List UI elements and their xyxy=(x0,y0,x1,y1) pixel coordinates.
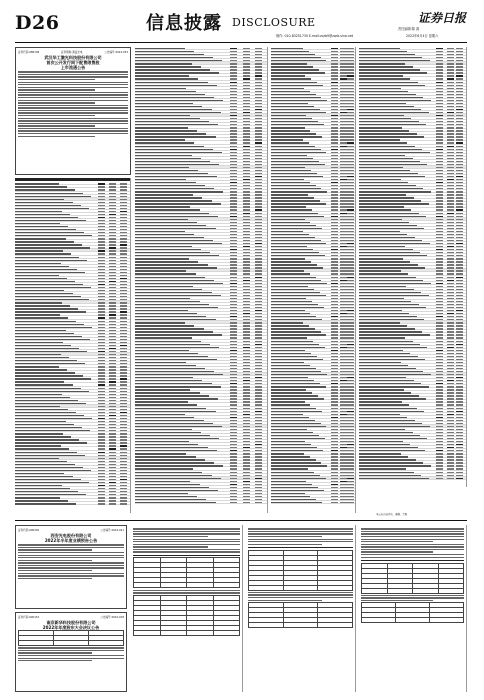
bottom-text-column-3 xyxy=(359,525,467,692)
announcement-title-2: 首次公开发行网下配售限售股 xyxy=(46,60,100,65)
text-line xyxy=(361,597,464,598)
text-line xyxy=(18,102,95,103)
info-table xyxy=(18,630,124,646)
text-line xyxy=(18,107,128,108)
text-line xyxy=(18,567,124,568)
row-cell xyxy=(255,502,262,503)
text-line xyxy=(18,544,124,545)
announcement-number: 公告编号:2022-033 xyxy=(104,51,128,54)
text-line xyxy=(18,118,128,119)
row-cell xyxy=(331,502,338,503)
text-line xyxy=(361,544,464,545)
editor-line: 责任编辑:陈 源 xyxy=(398,27,420,31)
announcement-title-2: 2022年年度股东大会决议公告 xyxy=(42,625,100,630)
text-line xyxy=(18,115,95,116)
row-cell xyxy=(436,478,443,479)
text-line xyxy=(248,600,322,601)
text-line xyxy=(18,76,128,77)
left-announcement xyxy=(15,47,131,175)
row-cell xyxy=(120,503,127,504)
text-line xyxy=(18,125,95,126)
text-line xyxy=(18,655,124,656)
row-cell xyxy=(109,503,116,504)
text-line xyxy=(18,578,92,579)
text-line xyxy=(361,546,464,547)
text-line xyxy=(361,549,464,550)
section-divider xyxy=(248,547,353,548)
row-text xyxy=(359,478,429,479)
text-line xyxy=(361,528,464,529)
footer-note: 本公告内容真实、准确、完整 xyxy=(376,513,408,516)
text-line xyxy=(18,130,128,131)
text-line xyxy=(248,531,353,532)
text-line xyxy=(361,533,464,534)
text-line xyxy=(361,531,464,532)
bottom-announcement-1 xyxy=(15,525,127,609)
stock-name: 证券简称:清溢光电 xyxy=(60,51,83,54)
announcement-title-1: 西安光电股份有限公司 xyxy=(50,533,92,538)
text-line xyxy=(18,549,92,550)
text-line xyxy=(18,570,92,571)
text-line xyxy=(18,133,128,134)
text-line xyxy=(248,528,353,529)
newspaper-logo: 证券日报 xyxy=(418,11,467,25)
text-line xyxy=(248,597,353,598)
text-line xyxy=(133,549,240,550)
text-line xyxy=(18,560,92,561)
text-line xyxy=(133,539,240,540)
table-row xyxy=(135,501,267,504)
data-table xyxy=(361,602,464,623)
text-line xyxy=(133,531,240,532)
text-line xyxy=(18,652,92,653)
text-line xyxy=(361,557,464,558)
text-line xyxy=(248,536,322,537)
announcement-title-1: 武汉华工激光科技股份有限公司 xyxy=(44,55,102,60)
text-line xyxy=(18,110,128,111)
row-cell xyxy=(447,478,454,479)
row-cell xyxy=(456,478,463,479)
row-text xyxy=(135,502,216,503)
table-column-1 xyxy=(15,178,131,513)
text-line xyxy=(18,112,128,113)
section-divider xyxy=(361,560,464,561)
text-line xyxy=(248,594,353,595)
table-rows xyxy=(271,47,355,504)
text-line xyxy=(18,650,124,651)
text-line xyxy=(248,592,353,593)
announcement-header xyxy=(18,50,128,54)
text-line xyxy=(18,557,124,558)
text-line xyxy=(18,105,128,106)
text-line xyxy=(18,552,124,553)
table-column-4 xyxy=(359,47,467,487)
text-line xyxy=(133,536,208,537)
section-divider xyxy=(133,555,240,556)
data-table xyxy=(248,602,353,628)
stock-code: 证券代码:600151 xyxy=(18,616,40,619)
announcement-title-1: 南京新华科技股份有限公司 xyxy=(46,620,96,625)
table-row xyxy=(359,477,466,480)
row-text xyxy=(15,503,76,504)
text-line xyxy=(133,533,240,534)
text-line xyxy=(18,136,95,137)
row-text xyxy=(271,502,322,503)
bottom-text-column-2 xyxy=(246,525,356,692)
text-line xyxy=(18,87,128,88)
text-line xyxy=(18,97,128,98)
page-number: D26 xyxy=(15,12,60,34)
table-column-3 xyxy=(271,47,356,513)
text-line xyxy=(133,551,240,552)
text-line xyxy=(18,565,124,566)
text-line xyxy=(248,544,322,545)
text-line xyxy=(361,595,464,596)
text-line xyxy=(18,660,92,661)
row-cell xyxy=(230,502,237,503)
text-line xyxy=(18,89,95,90)
text-line xyxy=(361,600,433,601)
text-line xyxy=(18,123,128,124)
table-row xyxy=(15,502,130,505)
row-cell xyxy=(243,502,250,503)
table-rows xyxy=(135,47,267,504)
bottom-announcement-2 xyxy=(15,612,127,692)
announcement-title-2: 2022年半年度业绩预告公告 xyxy=(44,538,98,543)
announcement-number: 公告编号:2022-021 xyxy=(100,529,124,532)
section-subtitle: DISCLOSURE xyxy=(232,16,316,29)
table-rows xyxy=(15,182,130,505)
text-line xyxy=(133,592,240,593)
text-line xyxy=(18,575,124,576)
row-cell xyxy=(347,502,354,503)
row-cell xyxy=(98,503,105,504)
bottom-text-column-1 xyxy=(131,525,243,692)
text-line xyxy=(361,554,464,555)
text-line xyxy=(18,647,124,648)
table-header xyxy=(15,178,130,181)
announcement-header xyxy=(18,615,124,619)
data-table xyxy=(248,550,353,591)
row-cell xyxy=(340,502,347,503)
data-table xyxy=(361,563,464,594)
text-line xyxy=(133,590,240,591)
text-line xyxy=(248,533,353,534)
table-column-2 xyxy=(135,47,268,513)
text-line xyxy=(18,573,124,574)
text-line xyxy=(248,541,353,542)
text-line xyxy=(18,74,128,75)
text-line xyxy=(361,541,433,542)
table-row xyxy=(271,501,355,504)
announcement-header xyxy=(18,528,124,532)
text-line xyxy=(18,84,128,85)
stock-code: 证券代码:688138 xyxy=(18,51,40,54)
text-line xyxy=(133,546,208,547)
text-line xyxy=(18,547,124,548)
section-divider xyxy=(15,520,467,521)
text-line xyxy=(361,539,464,540)
text-line xyxy=(18,79,95,80)
text-line xyxy=(18,100,128,101)
text-line xyxy=(18,92,128,93)
text-line xyxy=(361,551,433,552)
text-line xyxy=(133,528,240,529)
contact-line: 制作: 010-83251730 E-mail:zqrb9@zqrb.sina.net xyxy=(276,34,354,38)
section-title: 信息披露 xyxy=(146,13,222,34)
text-line xyxy=(361,536,464,537)
text-line xyxy=(18,120,128,121)
text-line xyxy=(18,555,124,556)
text-line xyxy=(18,128,128,129)
date-line: 2022年6月4日 星期六 xyxy=(406,34,439,38)
table-rows xyxy=(359,47,466,480)
text-line xyxy=(18,94,128,95)
header-rule xyxy=(15,42,467,43)
stock-code: 证券代码:600202 xyxy=(18,529,40,532)
data-table xyxy=(133,595,240,636)
text-line xyxy=(18,658,124,659)
text-line xyxy=(133,544,240,545)
text-line xyxy=(248,539,353,540)
announcement-number: 公告编号:2022-018 xyxy=(100,616,124,619)
announcement-title-3: 上市流通公告 xyxy=(60,65,86,70)
text-line xyxy=(18,562,124,563)
text-line xyxy=(18,82,128,83)
text-line xyxy=(18,71,128,72)
text-line xyxy=(133,541,240,542)
data-table xyxy=(133,557,240,588)
masthead xyxy=(0,0,484,44)
